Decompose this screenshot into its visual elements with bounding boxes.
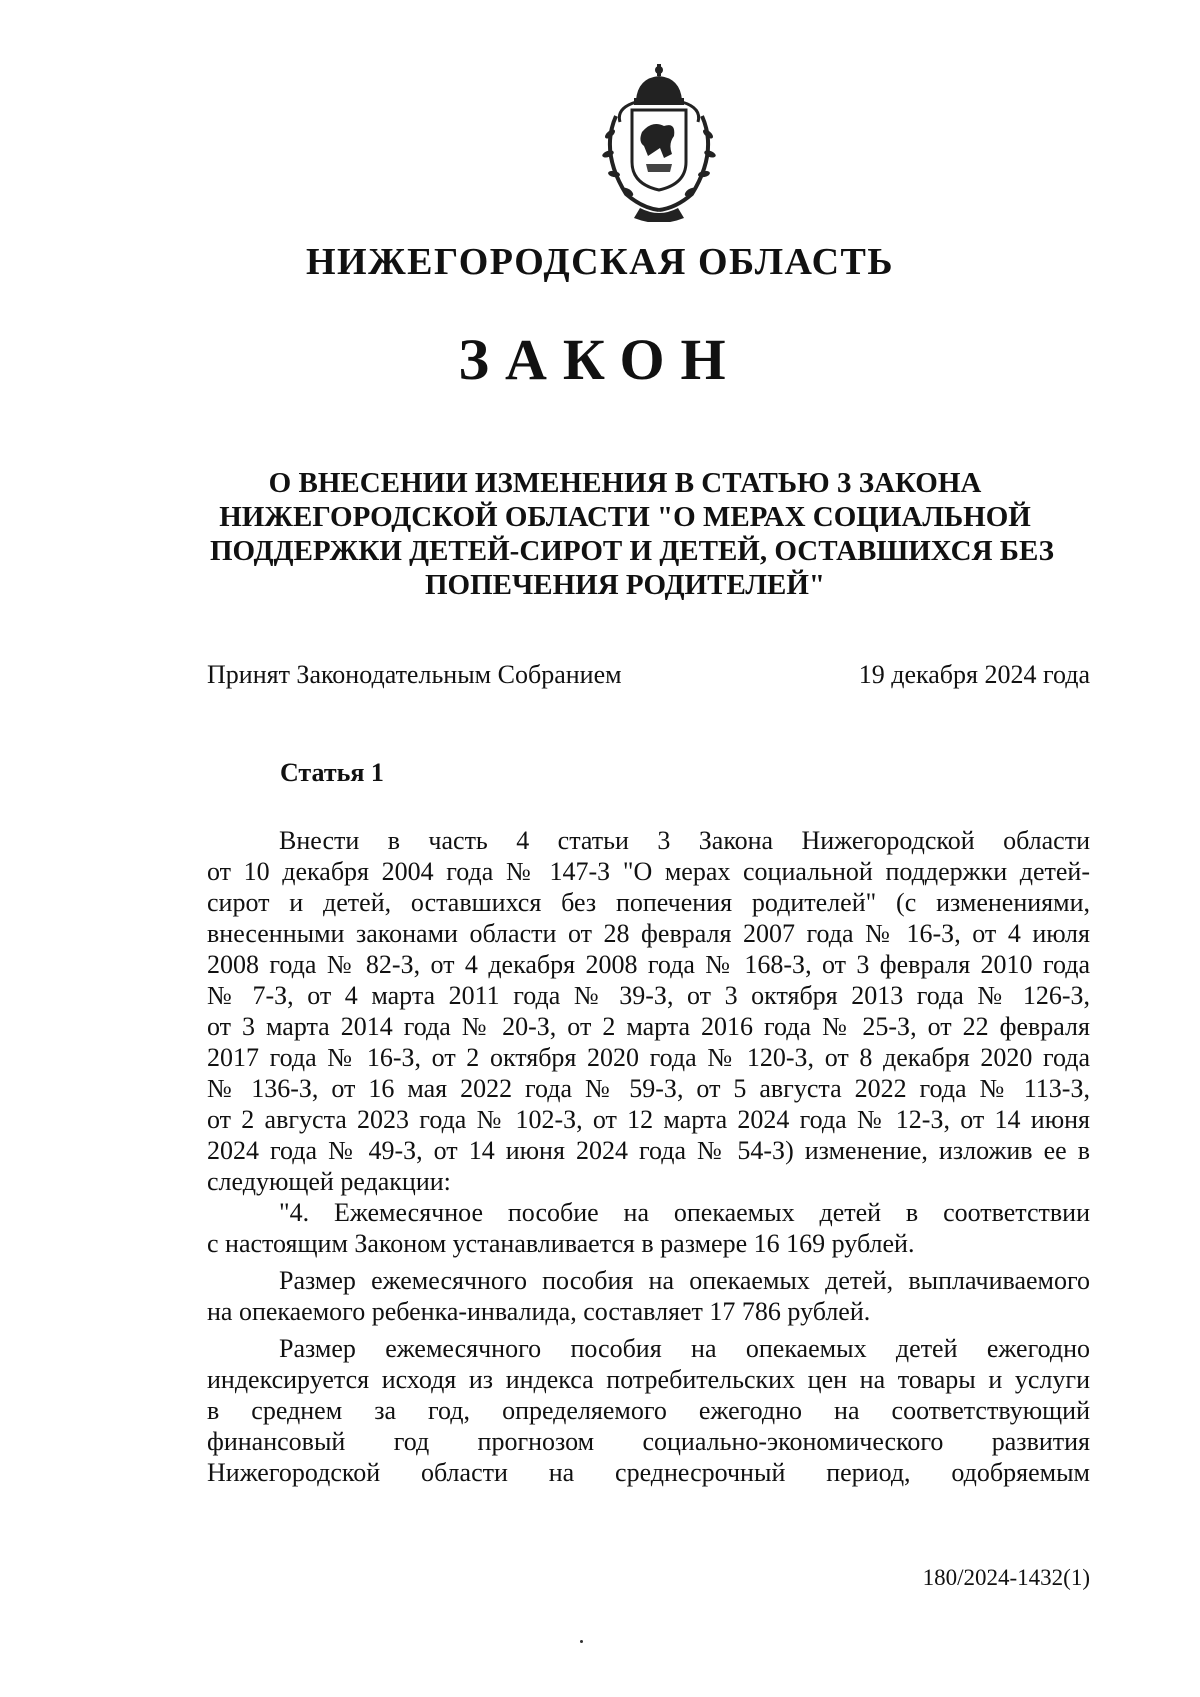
region-name: НИЖЕГОРОДСКАЯ ОБЛАСТЬ	[305, 241, 894, 283]
body-line: с настоящим Законом устанавливается в размере 16 169 рублей.	[207, 1229, 915, 1258]
coat-of-arms-emblem	[586, 62, 732, 222]
body-line: Размер ежемесячного пособия на опекаемых детей, выплачиваемого	[279, 1266, 1090, 1295]
body-line: Размер ежемесячного пособия на опекаемых детей ежегодно	[279, 1334, 1090, 1363]
body-line: индексируется исходя из индекса потребительских цен на товары и услуги	[207, 1365, 1090, 1394]
body-line: 2017 года № 16-З, от 2 октября 2020 года № 120-З, от 8 декабря 2020 года	[207, 1043, 1090, 1072]
law-title-line: ПОДДЕРЖКИ ДЕТЕЙ-СИРОТ И ДЕТЕЙ, ОСТАВШИХСЯ БЕЗ	[210, 535, 1054, 567]
body-line: сирот и детей, оставшихся без попечения родителей" (с изменениями,	[207, 888, 1090, 917]
document-number: 180/2024-1432(1)	[922, 1565, 1090, 1590]
body-line: от 3 марта 2014 года № 20-З, от 2 марта 2016 года № 25-З, от 22 февраля	[207, 1012, 1090, 1041]
body-line: 2024 года № 49-З, от 14 июня 2024 года № 54-З) изменение, изложив ее в	[207, 1136, 1090, 1165]
body-line: от 2 августа 2023 года № 102-З, от 12 марта 2024 года № 12-З, от 14 июня	[207, 1105, 1090, 1134]
body-line: № 136-З, от 16 мая 2022 года № 59-З, от 5 августа 2022 года № 113-З,	[207, 1074, 1090, 1103]
body-line: 2008 года № 82-З, от 4 декабря 2008 года № 168-З, от 3 февраля 2010 года	[207, 950, 1090, 979]
body-line: в среднем за год, определяемого ежегодно на соответствующий	[207, 1396, 1090, 1425]
law-title-line: ПОПЕЧЕНИЯ РОДИТЕЛЕЙ"	[424, 569, 826, 601]
body-line: № 7-З, от 4 марта 2011 года № 39-З, от 3 октября 2013 года № 126-З,	[207, 981, 1090, 1010]
body-line: следующей редакции:	[207, 1167, 451, 1196]
law-title	[210, 466, 1054, 602]
adopted-by: Принят Законодательным Собранием	[207, 660, 622, 689]
body-line: Внести в часть 4 статьи 3 Закона Нижегородской области	[279, 826, 1090, 855]
adoption-line	[207, 660, 1090, 690]
adoption-date: 19 декабря 2024 года	[858, 660, 1090, 689]
law-title-line: О ВНЕСЕНИИ ИЗМЕНЕНИЯ В СТАТЬЮ 3 ЗАКОНА	[268, 467, 982, 499]
law-title-line: НИЖЕГОРОДСКОЙ ОБЛАСТИ "О МЕРАХ СОЦИАЛЬНОЙ	[219, 501, 1031, 533]
body-line: от 10 декабря 2004 года № 147-З "О мерах социальной поддержки детей-	[207, 857, 1090, 886]
article-heading: Статья 1	[280, 758, 384, 787]
body-line: внесенными законами области от 28 февраля 2007 года № 16-З, от 4 июля	[207, 919, 1090, 948]
document-type: ЗАКОН	[458, 327, 742, 392]
scan-speck	[580, 1640, 583, 1643]
body-line: Нижегородской области на среднесрочный период, одобряемым	[207, 1458, 1090, 1487]
body-line: "4. Ежемесячное пособие на опекаемых детей в соответствии	[279, 1198, 1090, 1227]
article-body	[207, 825, 1090, 1488]
body-line: на опекаемого ребенка-инвалида, составляет 17 786 рублей.	[207, 1297, 871, 1326]
body-line: финансовый год прогнозом социально-экономического развития	[207, 1427, 1090, 1456]
